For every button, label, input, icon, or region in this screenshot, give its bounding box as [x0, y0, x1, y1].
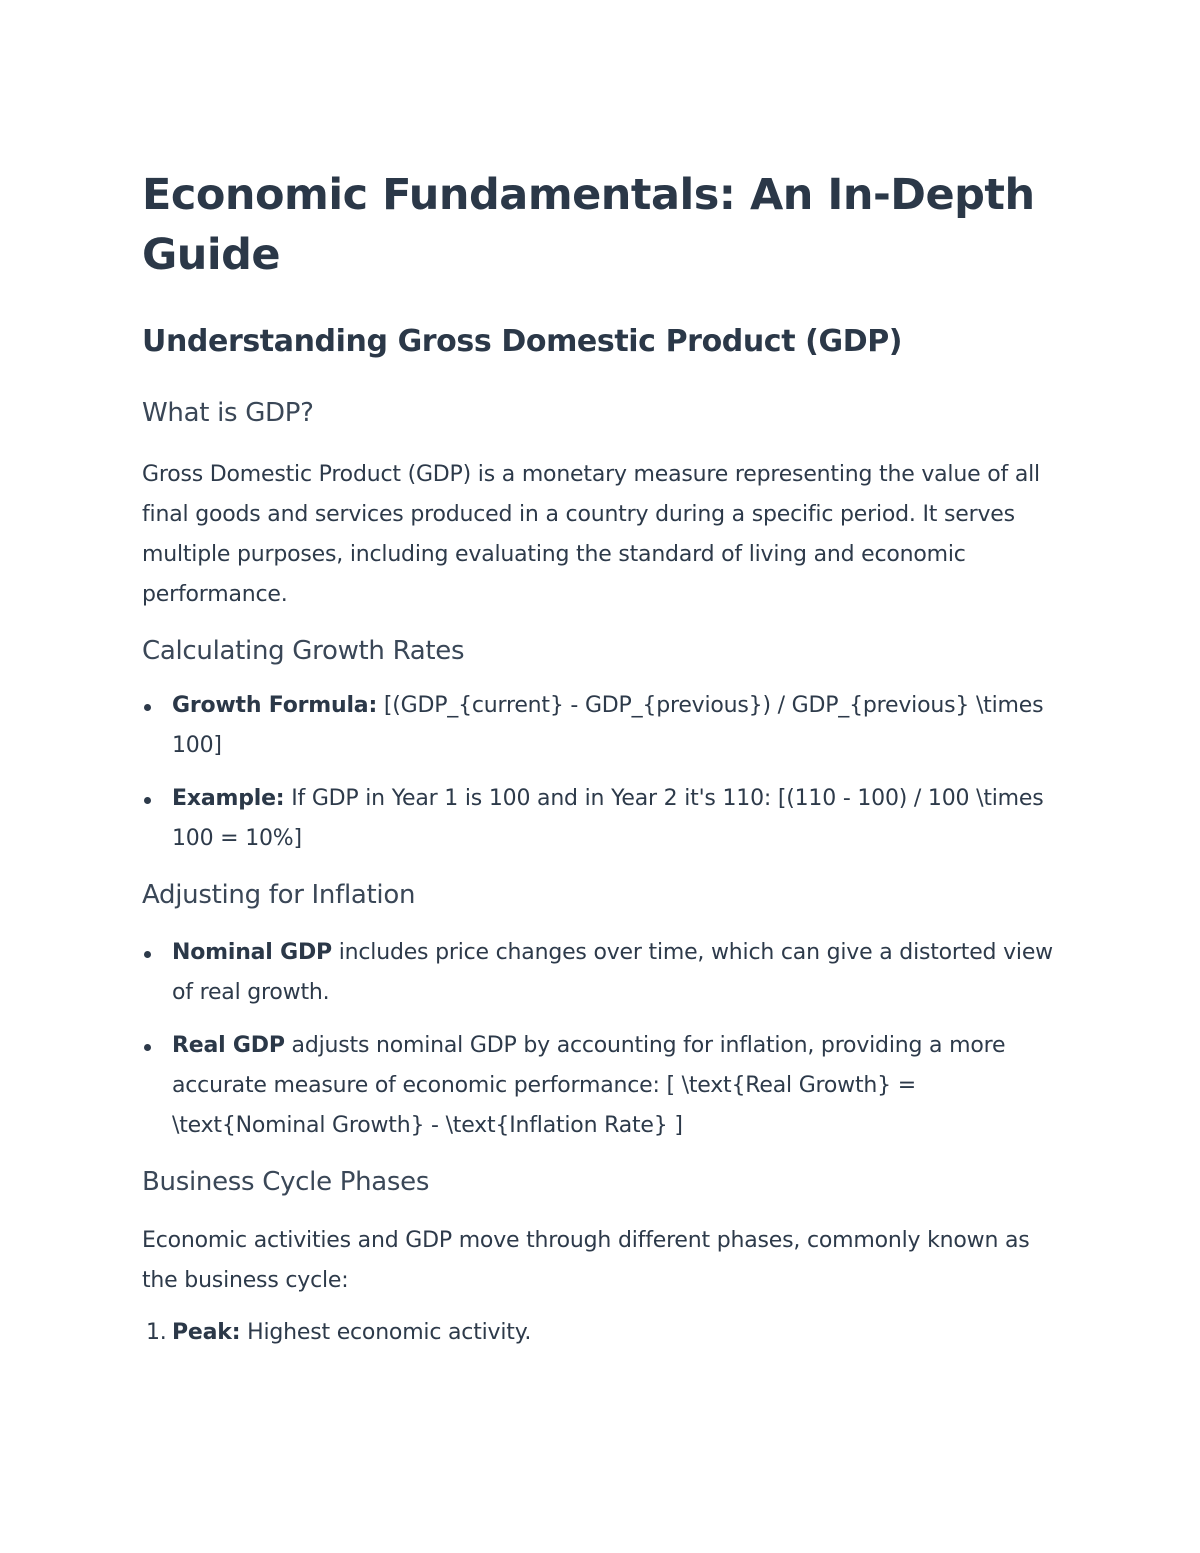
subheading-growth-rates: Calculating Growth Rates: [142, 636, 465, 666]
page-title: Economic Fundamentals: An In-Depth Guide: [142, 170, 1035, 280]
document-page: [142, 165, 1062, 1353]
list-item-text: Highest economic activity.: [240, 1320, 532, 1345]
list-item-growth-formula: [142, 686, 1062, 766]
subheading-what-is-gdp: What is GDP?: [142, 398, 314, 428]
list-number: 1.: [146, 1320, 167, 1345]
list-item-label: Real GDP: [172, 1033, 285, 1058]
growth-list: [142, 686, 1062, 859]
list-item-text: adjusts nominal GDP by accounting for inflation, providing a more accurate measure of economic performance: [ \text{Real Growth} = \text{Nominal Growth} - \text{Inflation Rate} ]: [172, 1033, 1006, 1138]
list-item-real-gdp: [142, 1026, 1062, 1146]
bullet-icon: [144, 797, 151, 804]
bullet-icon: [144, 704, 151, 711]
list-item-text: [(GDP_{current} - GDP_{previous}) / GDP_{previous} \times 100]: [172, 693, 1044, 758]
list-item-label: Growth Formula:: [172, 693, 378, 718]
cycle-list: [142, 1313, 1062, 1353]
bullet-icon: [144, 951, 151, 958]
list-item-peak: [142, 1313, 1062, 1353]
list-item-label: Nominal GDP: [172, 940, 332, 965]
subheading-business-cycle: Business Cycle Phases: [142, 1167, 430, 1197]
list-item-text: includes price changes over time, which can give a distorted view of real growth.: [172, 940, 1053, 1005]
list-item-label: Peak:: [172, 1320, 241, 1345]
inflation-list: [142, 933, 1062, 1146]
list-item-label: Example:: [172, 786, 285, 811]
list-item-text: If GDP in Year 1 is 100 and in Year 2 it's 110: [(110 - 100) / 100 \times 100 = 10%]: [172, 786, 1044, 851]
bullet-icon: [144, 1044, 151, 1051]
paragraph-gdp-definition: Gross Domestic Product (GDP) is a monetary measure representing the value of all final goods and services produced in a country during a specific period. It serves multiple purposes, including evaluating the standard of living and economic performance.: [142, 462, 1040, 607]
section-heading-gdp: Understanding Gross Domestic Product (GDP): [142, 324, 903, 359]
paragraph-business-cycle: Economic activities and GDP move through different phases, commonly known as the business cycle:: [142, 1228, 1030, 1293]
list-item-nominal-gdp: [142, 933, 1062, 1013]
subheading-inflation: Adjusting for Inflation: [142, 880, 416, 910]
list-item-example: [142, 779, 1062, 859]
